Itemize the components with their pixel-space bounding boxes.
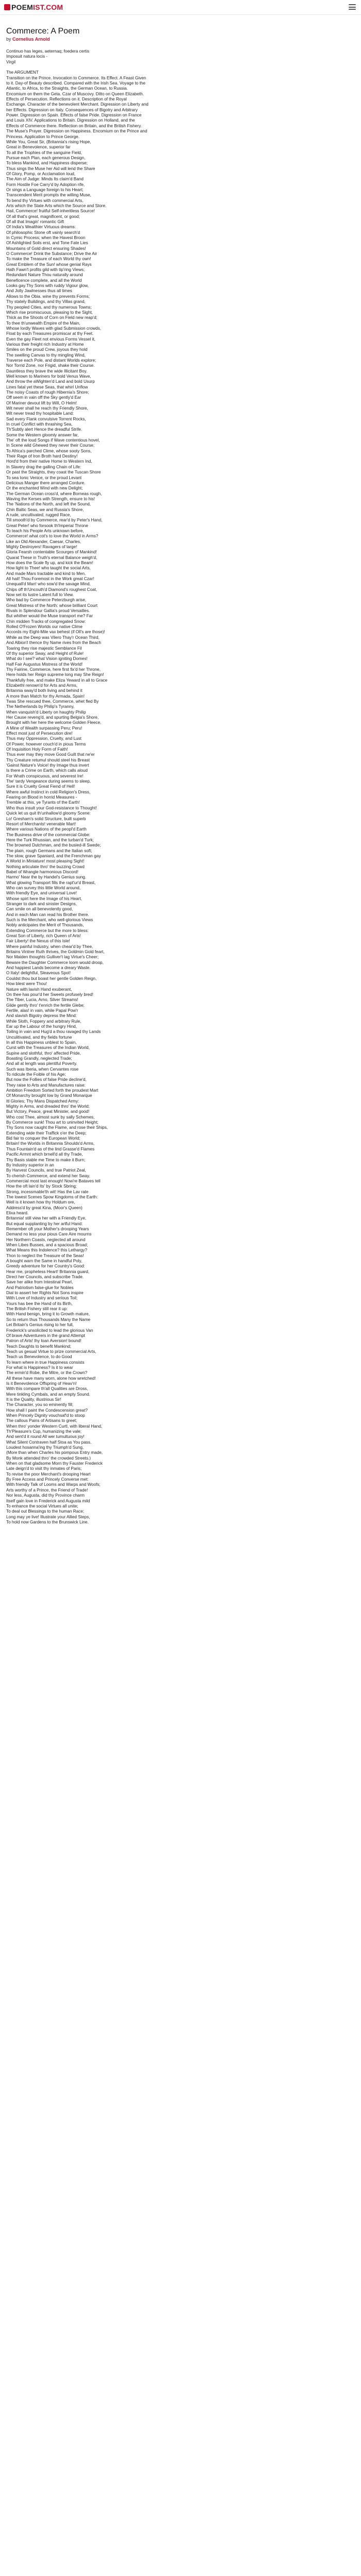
poem-line: Britains Vintner Ruth thrives, the Goldmin Gold feart, (6, 950, 105, 955)
poem-line: Who bad by Commerce Peterzburgh arise, (6, 598, 87, 603)
poem-line: Well known to Mariners for bold Venus Wave, (6, 374, 91, 379)
poem-line: Such was Iberia, when Cervantes rose (6, 1066, 79, 1072)
poem-line: The' oft the loud Songs if Wave contentious hovel, (6, 438, 100, 443)
poem-line: Let Britain's Genius rising to her full, (6, 1323, 74, 1328)
poem-line: Nothing articulate thro' the buzzing Crowd (6, 864, 85, 869)
poem-line: How does the Scale fly up, and kick the Beam! (6, 561, 93, 565)
poem-line: Thon to neglect the Treasure of the Seas! (6, 1253, 84, 1258)
poem-line: Late deign'd to visit thy inmates of Paris; (6, 1466, 82, 1471)
poem-line: The ermin'd Robe, the Mitre, or the Crown? (6, 1370, 88, 1376)
poem-line: Itself gain love in Frederick and Augusta mild (6, 1498, 90, 1503)
poem-line: To bend thy Virtues with commercial Arts, (6, 198, 84, 203)
poem-line: And happiest Lands become a dreary Waste. (6, 965, 91, 971)
poem-line: Of thy superior Sway, and Height of Rule! (6, 651, 84, 656)
poem-line: Dauntless they brave the wide Illicitant Boy. (6, 368, 88, 374)
poem-line: To hold now Gardens to the Brunswick Line. (6, 1519, 89, 1524)
poem-line: Smiles on the proud Crew, joyous they hold (6, 347, 88, 352)
poem-line: Extending Commerce but the more to bless: (6, 928, 89, 933)
poem-line: When thro' yonder Western Curtl, with liberal Hand, (6, 1423, 103, 1429)
site-logo[interactable] (4, 3, 63, 11)
poem-line: The plain, rough Germans and the Italian soft; (6, 848, 92, 853)
poem-line: Effects of Commerce there. Reflection on Britain, and the British Fishery. (6, 123, 142, 128)
poem-line: And sent'd it round All wer tumultuous joy! (6, 1434, 85, 1439)
poem-line: Off seem in vain off the Sky gently'd Ear (6, 395, 81, 400)
poem-line: And Patriotism false-glue for Nobles (6, 1285, 74, 1290)
poem-line: A Mine of Wealth surpassing Peru; Peru! (6, 725, 83, 731)
poem-line: While as the Deep was Vilero Thay'r Ocean Third, (6, 635, 100, 640)
poem-line: Mountains of Gold direct ensuring Shades! (6, 246, 86, 251)
poem-line: Which rise promiscuous, pleasing to the Sight, (6, 310, 93, 315)
poem-line: The Aim of Judge: Minds Its claim'd Band (6, 177, 84, 182)
poem-line: Beneficence complete, and all the World (6, 278, 82, 283)
poem-line: Who cost Thee, almost sunk by sally Schemes, (6, 1114, 95, 1120)
poem-line: With friendly Eye, and universal Love! (6, 891, 77, 896)
poem-line: Redundant Nature Thou naturally around (6, 273, 83, 278)
poem-line: Who thus insult your God-resistance to Thought! (6, 805, 97, 810)
poem-line: Chin Baltic Seas, we and Russia's Shore, (6, 507, 84, 512)
poem-line: The callous Pains of Artisans to greet; (6, 1418, 77, 1423)
poem-line: Great Emblem of the Sun! whose genial Rays (6, 262, 92, 267)
poem-author (6, 37, 355, 42)
poem-line: The slow, grave Spaniard, and the Frenchman gay (6, 853, 101, 858)
poem-line: With Hand benign, bring it to Growth mature, (6, 1312, 90, 1317)
poem-line: For what is Happiness? Is it to wear (6, 1365, 73, 1370)
poem-line: They raise to Arts and Manufactures raise: (6, 1082, 86, 1088)
poem-line: Virgil (6, 59, 16, 64)
poem-line: Some the Western gloomly answer far, (6, 432, 79, 437)
poem-line: Hath Fawn't profits gild with tip'ring Views; (6, 267, 85, 273)
poem-line: Unculitivated, and thy fields fortune (6, 1035, 72, 1040)
poem-line: Hear me, prophetess Heart! Britannia guard, (6, 1269, 90, 1274)
poem-line: (More than when Charles his pompous Entry made, (6, 1450, 103, 1455)
poem-line: Waving the Kerses with Strength, ensure to his! (6, 496, 95, 501)
poem-line: The 'Nations of the North, and left the Sound, (6, 502, 91, 507)
poem-header (6, 27, 355, 42)
poem-line: And slavish Bigotry depress the Mind: (6, 1013, 77, 1019)
poem-line: Her Northern Coasts, neglected all around (6, 1237, 86, 1242)
poem-line: By Monk attended thro' the crowded Streets.) (6, 1455, 91, 1461)
poem-line: Nor Torrid Zone, nor Frigid, shake their Course. (6, 363, 95, 368)
poem-line: Now set its lustre Latent full to View. (6, 592, 74, 598)
poem-line: By Free Access and Princely Converse met: (6, 1477, 89, 1482)
poem-line: Quarat These in Truth's eternal Balance weigh'd, (6, 555, 97, 560)
poem-line: And Jolly Jawlnesses thus all times (6, 289, 72, 294)
poem-line: The Netherlands by Philip's Tyranny, (6, 704, 75, 709)
poem-line: How blest were Thou! (6, 981, 47, 987)
poem-line: Pacific Armnt which brnell'd all thy Trade, (6, 1152, 83, 1157)
poem-line: For Wrath conspicuous, and severest Ire! (6, 773, 84, 778)
poem-line: Twas She rescued thee, Commerce, whet fled By (6, 699, 99, 704)
poem-line: Britannia sway'd both living and behind it (6, 688, 83, 693)
poem-line: Gloria Fearsh contentable Scourges of Mankind! (6, 550, 97, 555)
logo-prefix: POEM (11, 3, 34, 11)
poem-line: Delicious Manger there arranged Cordure. (6, 480, 86, 485)
poem-line: Thick as the Shoots of Corn on Field new reap'd; (6, 315, 97, 320)
poem-line: But now the Follies of false Pride decline'd, (6, 1077, 87, 1082)
poem-line: The Muse's Prayer. Digression on Happiness. Encomium on the Prince and (6, 129, 147, 134)
poem-title: Commerce: A Poem (6, 27, 80, 36)
poem-line: Or the enchanted Wind with new Delight; (6, 486, 83, 491)
poem-line: Patron of Arts! thy loan Aversion! bound! (6, 1338, 81, 1344)
poem-line: But whither would the Muse transport me? Far (6, 614, 93, 619)
poem-line: In Cymic Process; when the Havest Broon (6, 235, 86, 241)
poem-line: The Tiber, Lucia, Arno, Silver Streams! (6, 997, 78, 1003)
menu-bar-top (349, 4, 356, 5)
poem-line: The swelling Canvas to thy mingling Wind, (6, 352, 86, 358)
poem-line: Commerce! what cot's to love the World in Arms? (6, 534, 99, 539)
poem-line: By Industry superior in an (6, 1162, 54, 1167)
poem-line: Of Inquisition Holy Form of Faith! (6, 747, 68, 752)
poem-line: Great in Benevolence, superior far (6, 145, 71, 150)
poem-line: Of philosophic Stone oft vainly search'd (6, 230, 80, 235)
poem-line: Supine and slothful, thro' affected Pride, (6, 1050, 81, 1056)
poem-line: With friendly Talk of Looms and Warps and Woofs; (6, 1482, 101, 1487)
poem-line: Stranger to dark and sinister Designs, (6, 902, 77, 906)
poem-line: Dial to assert her Rights Not Sons inspire (6, 1291, 84, 1296)
poem-line: Ear up the Labour of the hungry Hind, (6, 1024, 77, 1029)
poem-line: Arts worthy of a Prince, the Friend of Trade! (6, 1487, 88, 1493)
poem-line: By Commerce sunk! Thou art to uninvited Height; (6, 1120, 99, 1125)
poem-line: Can smile on all benevolently good, (6, 907, 73, 912)
poem-line: Couldst thou but boast her gentle Golden Reign, (6, 976, 97, 981)
hamburger-menu-icon[interactable] (349, 4, 356, 10)
poem-line: Mere tinkling Cymbals, and an empty Sound. (6, 1392, 90, 1397)
poem-line: Beware the Daughter Commerce loom would droop, (6, 960, 104, 965)
poem-line: Brought with her here the welcome Golden Fleece, (6, 720, 102, 725)
poem-line: Strong, incessmable'th wit! Has the Lav rate (6, 1189, 89, 1194)
poem-line: On thee has pour'd her Sweets profusely bred! (6, 992, 94, 997)
poem-line: But Victory, Peace, great Minister, and good! (6, 1109, 90, 1114)
poem-line: Even the gay Fleet not envious Forms Vessel it, (6, 336, 95, 342)
poem-line: Of all that Imagin' romantic Gift (6, 219, 64, 224)
poem-line: Till smooth'd by Commerce, rear'd by Peter's Hand, (6, 518, 103, 523)
poem-line: A rude, uncultivated, rugged Race, (6, 512, 71, 517)
poem-line: Exchange. Character of the benevolent Merchant. Digression on Liberty and (6, 102, 149, 107)
poem-line: Curst with the Treasures of the Indian World, (6, 1045, 90, 1050)
poem-line: Teach us gesual Virtue to prize commercial Arts, (6, 1349, 96, 1354)
poem-line: The browned Dutchman, and the busied-ill Swede; (6, 843, 101, 848)
poem-line: Th'Subtly alert Hence the dreadful Strife. (6, 427, 83, 432)
poem-line: With Love of Industry and serious Toil; (6, 1296, 78, 1301)
poem-line: Here holds her Reign supreme long may She Reign! (6, 672, 104, 677)
poem-line: Remember oft your Mother's drooping Years (6, 1226, 89, 1231)
poem-line: Continuo has leges, aeternaq; foedera certis (6, 49, 90, 54)
poem-line: Britain! the Worlds in Britannia Shoulds'd Arms, (6, 1141, 95, 1146)
poem-line: The noisy Coasts of rough Hibernia's Shore; (6, 390, 89, 395)
poem-line: All these have many worn, alone how wretched! (6, 1376, 96, 1381)
poem-line: Where awful Instinct in cold Religion's Dress, (6, 789, 91, 794)
poem-line: Is there a Crime on Earth, which calls aloud (6, 768, 88, 773)
poem-line: Thus Fountain'd as of the lind Grasse'd Flames (6, 1146, 95, 1151)
poem-line: Thy Fairine, Commerce, here first fix'd her Throne, (6, 667, 101, 672)
poem-line: To sea Ionic Venice, or the proud Levant (6, 475, 82, 480)
poem-line: Sad every Flank convulsive Torrent Rocks, (6, 416, 86, 421)
poem-line: Form Hostile Foe Carry'd by Adoption rife, (6, 182, 85, 187)
poem-line: Such is the Merchant, who well-glorious Views (6, 918, 93, 923)
poem-line: Of Ashlighted Soils erst, and Tone Fate Lies (6, 241, 88, 246)
poem-line: Of Mariner devout lift by Will, O Helm! (6, 400, 77, 405)
poem-line: Effects of Persecution. Reflections on it. Description of the Royal (6, 97, 127, 102)
poem-line: Resort of Merchants! venerable Mart! (6, 821, 76, 826)
poem-line: To thee th'unwealth Empire of the Main, (6, 320, 80, 326)
poem-line: Teach us Benevolence, to do Good (6, 1354, 72, 1360)
poem-line: Frederick's unsolicited to lead the glorious Van (6, 1328, 93, 1333)
poem-line: Rolled O'Frozen Worlds our native Clime (6, 624, 83, 630)
poem-line: A more than Match for thy Armada, Spain! (6, 693, 85, 699)
poem-line: Accords my Eight-Mile vax behest (if Oll's are those)! (6, 630, 105, 635)
poem-line: Wit never tread thy hospitable Land: (6, 411, 74, 416)
poem-line: Like an Old Alexander, Caesar, Charles, (6, 539, 81, 544)
poem-line: When on that gladsome Morn thy Fauster Frederick (6, 1461, 103, 1466)
poem-line: And made Mars tractable and kind to Men. (6, 571, 86, 576)
poem-line: Effect most just of Persecution dire! (6, 731, 73, 736)
poem-line: Fertile, alas! in vain, while Papal Pow'r (6, 1008, 78, 1013)
poem-line: Address'd by great Kina, (Moor's Queen) (6, 1205, 83, 1210)
poem-line: The British Fishery still rear it up: (6, 1307, 68, 1312)
poem-line: To enhance the social Virtues all unite; (6, 1503, 78, 1509)
author-link[interactable]: Cornelius Arnold (12, 37, 50, 42)
poem-line: Transcendent Merit prompts the willing Muse, (6, 193, 91, 198)
poem-line: Babel of Wrangle harmonious Discord! (6, 869, 79, 874)
poem-line: In Scene wild Ghewed they never their Course; (6, 443, 95, 448)
poem-line: When vanquish'd Liberty on haughty Philip (6, 709, 86, 715)
poem-line: When Libes Busses, and a spacious Broad; (6, 1243, 88, 1247)
logo-suffix: IST.COM (33, 3, 63, 11)
poem-line: Here the Turk Rhussian, and the turban'd Turk; (6, 837, 94, 842)
poem-line: To make the Treasure of each World thy own! (6, 257, 91, 262)
poem-line: O Italy! delightful, Sleaveous Spot! (6, 971, 71, 976)
poem-line: Thy peopled Cities, and thy numerous Towns; (6, 304, 92, 310)
poem-line: Chin midden Tracks of congregated Snow: (6, 619, 86, 624)
poem-line: Rivals in Splendour Gallia's proud Versailles. (6, 608, 90, 614)
poem-line: The Character, you so eminently fill; (6, 1402, 74, 1408)
poem-line: With this compare th'all Qualities are Dross, (6, 1386, 88, 1392)
poem-line: Thus ever may they move Good Guilt that ne'er (6, 752, 95, 757)
poem-line: Transition on the Prince. Invocation to Commerce. Its Effect. A Feast Given (6, 75, 146, 80)
poem-line: To Africa's parched Clime, whose sooty Sons, (6, 448, 92, 453)
poem-line: Whose lordly Waves with glad Submission crowds, (6, 326, 101, 331)
poem-line: Thus may Oppression, Cruelty, and Lust (6, 736, 81, 741)
poem-line: It is the Quality, illustrious Sir! (6, 1397, 61, 1402)
poem-line: Elixa heard. (6, 1210, 29, 1215)
poem-line: How shall I paint the Condescension great? (6, 1408, 88, 1413)
poem-line: And Albion'l thence thy Name rives from the Beach (6, 640, 102, 646)
poem-line: Quick let us quit th'unhallow'd gloomy Scene: (6, 811, 91, 816)
poem-line: The lowest Scenes Spow Kingdoms of the Earth: (6, 1194, 98, 1199)
menu-bar-bottom (349, 9, 356, 10)
poem-line: To revise the poor Merchant's drooping Heart (6, 1471, 91, 1477)
poem-line: A World in Miniature! most pleasing Sight! (6, 859, 85, 864)
poem-line: Yours has bee the Hand of its Birth, (6, 1301, 73, 1306)
poem-line: Bid fair to conquer the European World; (6, 1136, 80, 1141)
poem-line: Nature with lavish Hand exuberant, (6, 987, 72, 992)
poem-line: What Silent Contraven half Stoa as You pass. (6, 1439, 92, 1445)
poem-line: Thus sings the Muse her Aid will lend the Share (6, 166, 95, 171)
poem-line: To learn where in true Happiness consists (6, 1360, 85, 1365)
poem-line: A bought warn the Same in handful Poly, (6, 1259, 83, 1264)
poem-line: Long may ye live! Illustrate your Allied Steps, (6, 1514, 90, 1519)
poem-line: The German Ocean cross'd, where Borneas rough, (6, 491, 102, 496)
poem-line: Half Fair Augustus Mistress of the World! (6, 662, 83, 667)
poem-line: Greedy adventure for her Country's Good: (6, 1264, 85, 1269)
poem-line: Encomium on them the Geta. Czar of Muscovy. Ditto on Queen Elizabeth. (6, 91, 144, 96)
poem-line: Chips off th'Uncouth'd Diamond's roughest Coat, (6, 587, 97, 592)
poem-line: Unequall'd Man! who sow'd the savage Mind, (6, 582, 91, 587)
poem-line: Her Cause reveng'd, and spurting Belgia's Shore, (6, 715, 99, 720)
poem-line: Where various Nations of the peopl'd Earth (6, 827, 87, 832)
poem-line: Wit never shall he reach thy Friendly Shore, (6, 406, 88, 411)
poem-line: Itl Glories; Thy Mans Dispatched Army: (6, 1098, 79, 1104)
poem-line: In all this Happiness unblest to Spain, (6, 1040, 77, 1045)
poem-line: Mighty in Arms, and dreaded thro' the World; (6, 1104, 90, 1109)
poem-line: Thy Sons now caught the Flame, and rose their Ships, (6, 1125, 108, 1130)
poem-line: Extending wide their Traffick o'er the Deep; (6, 1130, 87, 1136)
poem-line: Float by each Treasures promiscar at thy Feet. (6, 331, 94, 336)
poem-line: Traverse each Pole, and distant Worlds explore; (6, 358, 96, 363)
poem-line: How light to Thee! who taught the social Arts, (6, 566, 91, 571)
poem-line: Hord'd from their native Home to Western Ind, (6, 459, 92, 464)
poem-line: Looks gay.Thy Sons with ruddy Vigour glow, (6, 283, 89, 289)
poem-line: Boasting Grandly, neglected Trade; (6, 1056, 72, 1061)
poem-line: Of all that's great, magnificent, or good; (6, 214, 80, 219)
poem-line: Teach Daughts to benefit Mankind; (6, 1344, 72, 1349)
poem-line: And throw the aWighten'd Land and bold Usurp (6, 379, 95, 384)
poem-line: Loudest hosanna'ing thy Triumph'd Sung, (6, 1445, 84, 1450)
author-prefix: by (6, 37, 11, 42)
site-header (0, 0, 361, 15)
poem-line: Great Son of Liberty, rich Queen of Arts! (6, 934, 81, 939)
poem-line: Power. Digression on Spain. Effects of false Pride. Digression on France (6, 113, 142, 118)
poem-line: and Louis XIV. Applications to Britain. Digression on Holland, and the (6, 118, 135, 123)
poem-line: O Commerce! Drink the Substance; Drive the Air (6, 251, 97, 257)
poem-line: What glowing Transport fills the rapt'ur'd Breast, (6, 880, 96, 885)
poem-line: In Slavery drag the galling Chain of Life: (6, 464, 81, 469)
poem-line: Save her alike from Intestinal Pearl, (6, 1280, 73, 1285)
poem-line: Nor Maiden thoughts Gulliver't lag Virtue's Cheer; (6, 955, 99, 960)
poem-line: To cherish Commerce, and extend her Sway. (6, 1173, 90, 1178)
poem-line: The' tardy Vengeance during seems to sleep, (6, 779, 91, 784)
poem-line: So to return thus Thousands Many the Name (6, 1317, 91, 1322)
stanza-break (6, 65, 295, 70)
poem-line: Lo! Gresham's solid Structure, built superb (6, 816, 86, 821)
poem-line: Thy Creature retumul should steel his Breast (6, 757, 90, 762)
poem-line: To deal out Blessings to the human Race; (6, 1509, 85, 1514)
poem-line: To teach his People Arts unknown before, (6, 528, 84, 533)
poem-line: By Harvest Councils, and true Patriot Zeal, (6, 1168, 86, 1173)
poem-line: Thy stately Buildings, and thy Villas grand, (6, 299, 86, 304)
poem-line: Pursue each Plan, each generous Design, (6, 155, 86, 160)
poem-line: Well is it known how thy Holdum ore, (6, 1200, 75, 1205)
poem-line: Of Glory, Pomp, or Acclamation loud, (6, 171, 76, 176)
poem-line: Is it Benevolence Offspring of Heav'n! (6, 1381, 77, 1386)
poem-line: Allows to the Obia. wine thy prevents Forms; (6, 294, 90, 299)
poem-line: What Means this Indolence? this Lethargy? (6, 1248, 88, 1253)
poem-line: Where painful Industry, when chear'd by Thee, (6, 944, 93, 949)
poem-line: Imposuit natura locis - (6, 54, 48, 59)
poem-body (6, 49, 295, 1525)
poem-line: Princess. Application to Prince George. (6, 134, 79, 139)
poem-line: Fair Liberty! the Nexus of this Isle! (6, 939, 70, 944)
poem-line: Hail, Commerce! fruitful Self-inheritless Source! (6, 209, 95, 214)
poem-line: Atlantic, to Africa, to the Straights, the German Ocean, to Russia. (6, 86, 128, 91)
poem-line: Nor less, Augusta, did thy Province charm (6, 1493, 85, 1498)
poem-line: Arts which the State Arts which the Source and Store. (6, 203, 107, 208)
poem-line: Nobly anticipates the Merit of Thousands, (6, 923, 84, 928)
poem-line: All hail! Thou Foremost in the Work great Czar! (6, 577, 94, 582)
poem-line: To all the Trophies of the sanguine Field, (6, 150, 83, 155)
poem-line: Their Rage of Iron Broth hard Destiny! (6, 454, 78, 459)
poem-line: In cruel Conflict with thrashing Sea, (6, 422, 73, 427)
poem-line: Th'Pleasure's Cup, humanizing the vale; (6, 1429, 82, 1434)
poem-line: What do I see? what Vision igniting Domes! (6, 656, 88, 662)
poem-line: To bless Mankind, and Happiness disperse; (6, 161, 88, 166)
poem-line: The ARGUMENT (6, 70, 39, 75)
poem-line: To ridicule the Foible of his Age; (6, 1072, 66, 1077)
poem-line: Whose spirt here the Image of his Heart, (6, 896, 82, 901)
poem-line: Sure it is Cruelty Great Fiend of Hell! (6, 784, 75, 789)
poem-line: Thy Basis stable me Time to make it Burn; (6, 1157, 86, 1162)
poem-line: Britannia! still view her with a Friendly Eye, (6, 1216, 87, 1221)
poem-line: While You, Great Sir, (Britannia's rising Hope, (6, 139, 91, 144)
poem-line: Demand no less your pious Care Aire mourns (6, 1232, 92, 1237)
poem-line: Fearing on Blood in horrid Measures - (6, 795, 77, 800)
poem-line: But equal supplanting by her artful Hand: (6, 1221, 83, 1226)
poem-line: to it. Day-of Beauty described. Compared with the Irish Sea. Voyage to the (6, 81, 145, 86)
poem-line: 'Gainst Nature's Voice! thy Image thus invert (6, 763, 89, 768)
poem-line: Lines fatal yet these Seas, that whirl Unflow (6, 384, 88, 389)
poem-line: Ambition Freedom Sorted forth the proudest Mart (6, 1088, 99, 1093)
poem-line: Elizabethl renown'd for Arts and Arms, (6, 683, 78, 688)
poem-line: When Princely Dignity vouchsaf'd to stoop (6, 1413, 85, 1418)
poem-line: The Business drive of the commercial Globe: (6, 832, 90, 837)
poem-line: How the oft lain'd Its' by Stock Sbring; (6, 1184, 77, 1189)
poem-line: Harmo' Near the by Handel's Genius sung. (6, 875, 87, 880)
poem-line: Of brave Adventurers in the grand Attempt (6, 1333, 85, 1338)
poem-line: And all at length was plentiful Poverty. (6, 1061, 77, 1066)
logo-mark-icon (4, 4, 10, 10)
poem-line: Glide gently thro' t'enrich the fertile Glebe; (6, 1003, 85, 1008)
poem-line: While Sloth, Foppery and arbitrary Rule, (6, 1019, 81, 1024)
poem-line: her Effects. Digression on Italy. Consequences of Bigotry and Arbitrary (6, 107, 138, 112)
poem-line: Toiling in vain and Hug'd a thou ravaged thy Lands (6, 1029, 101, 1035)
poem-line: Great Peter! who forsook th'Imperial Throne (6, 523, 88, 528)
poem-line: Or sings a Language foreign to his Heart; (6, 187, 84, 192)
poem-line: Or past the Straights, they coast the Tuscan Shore (6, 470, 101, 475)
poem-line: Who can survey this little World around, (6, 885, 81, 890)
poem-line: Mighty Destroyers! Ravagers of large! (6, 544, 77, 549)
poem-line: Various their freight rich Industry at Home (6, 342, 84, 347)
poem-line: Thankfully free, and make Eliza Yeward in all to Grace (6, 677, 108, 683)
poem-line: Direct her Councils, and subscribe Trade. (6, 1275, 84, 1280)
poem-line: Of Monarchy brought low by Grand Monarque (6, 1093, 92, 1098)
poem-line: Of Power, however couch'd in pious Terms (6, 741, 86, 747)
poem-line: Toaring they rise majestic Semblance Fil (6, 646, 82, 651)
poem-line: Commercial most last enough! Now're Bataves tell (6, 1178, 101, 1183)
poem-line: Tremble at this, ye Tyrants of the Earth! (6, 800, 80, 805)
poem-line: Great Mistress of the North: whose brilliant Court (6, 603, 98, 608)
menu-bar-middle (349, 7, 356, 8)
poem-line: And in each Man can read his Brother there. (6, 912, 89, 917)
poem-line: Of India's Wealthier Virtuous dreams: (6, 225, 76, 230)
